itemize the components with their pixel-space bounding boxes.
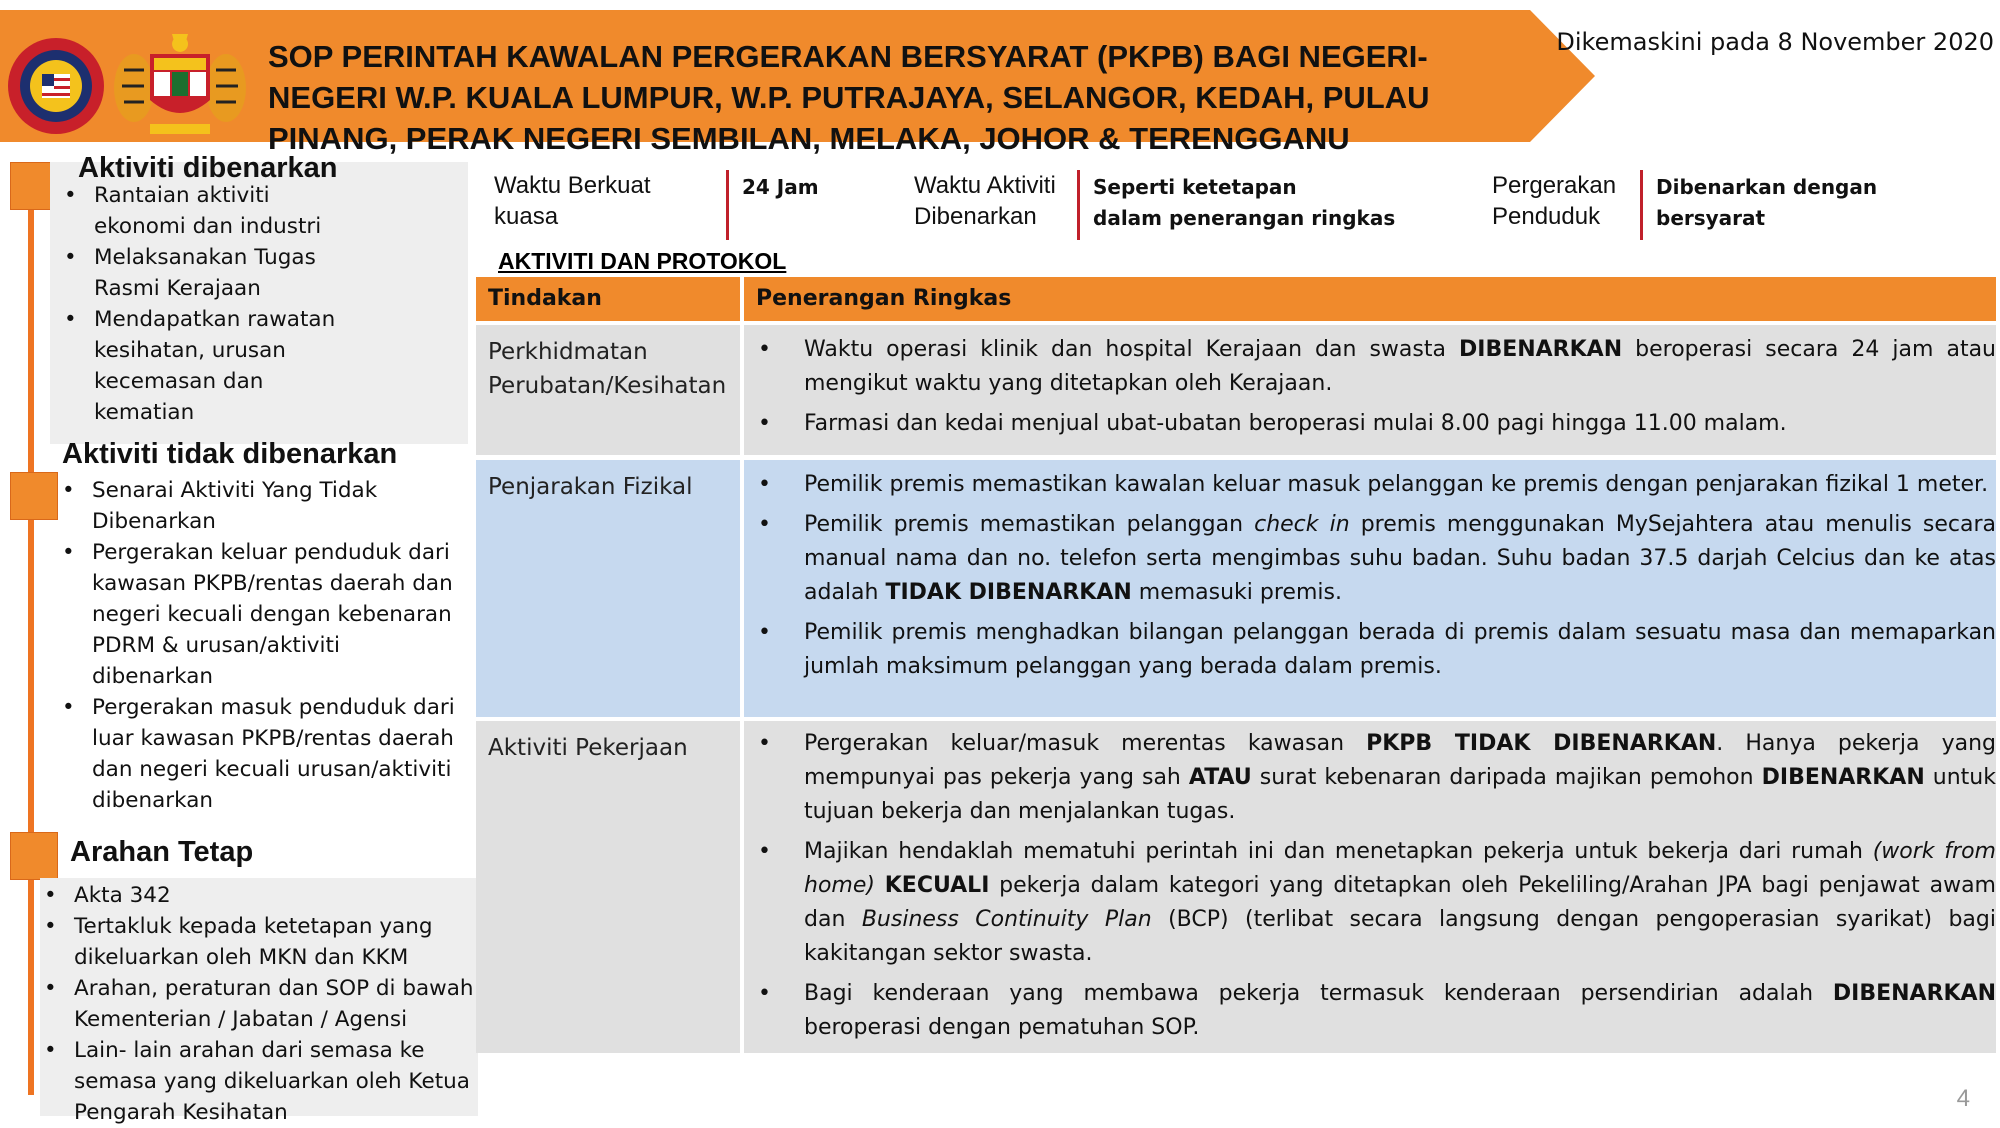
description-list [744, 721, 1996, 1045]
list-item: • Lain- lain arahan dari semasa ke semasa yang dikeluarkan oleh Ketua Pengarah Kesihatan [38, 1035, 478, 1128]
table-row-action: Perkhidmatan Perubatan/Kesihatan [476, 325, 740, 455]
list-item: • Arahan, peraturan dan SOP di bawah Kementerian / Jabatan / Agensi [38, 973, 478, 1035]
list-item: • Pemilik premis memastikan kawalan keluar masuk pelanggan ke premis dengan penjarakan fizikal 1 meter. [744, 468, 1996, 502]
table-header-description [744, 277, 1996, 321]
header-banner [0, 10, 1595, 156]
list-item: • Pemilik premis menghadkan bilangan pelanggan berada di premis dalam sesuatu masa dan memaparkan jumlah maksimum pelanggan yang berada dalam premis. [744, 616, 1996, 684]
coat-of-arms-logo [110, 30, 250, 142]
list-item: • Mendapatkan rawatan kesihatan, urusan kecemasan dan kematian [58, 304, 348, 428]
table-row-description [744, 721, 1996, 1053]
timeline-marker [10, 832, 58, 880]
divider [726, 170, 729, 240]
standing-orders-list [38, 880, 478, 1128]
list-item: • Melaksanakan Tugas Rasmi Kerajaan [58, 242, 348, 304]
movement-label: Pergerakan Penduduk [1492, 172, 1617, 230]
page-title: SOP PERINTAH KAWALAN PERGERAKAN BERSYARAT (PKPB) BAGI NEGERI- NEGERI W.P. KUALA LUMPUR, W.P. PUTRAJAYA, SELANGOR, KEDAH, PULAU PINANG, PERAK NEGERI SEMBILAN, MELAKA, JOHOR & TERENGGANU [268, 39, 1430, 156]
timeline-rail [28, 170, 34, 1095]
allowed-activities-list [58, 180, 348, 428]
activity-time-value: Seperti ketetapan dalam penerangan ringkas [1093, 175, 1396, 230]
page-number: 4 [1956, 1085, 1970, 1112]
section-heading: AKTIVITI DAN PROTOKOL [498, 248, 787, 274]
list-item: • Waktu operasi klinik dan hospital Kerajaan dan swasta DIBENARKAN beroperasi secara 24 jam atau mengikut waktu yang ditetapkan oleh Kerajaan. [744, 333, 1996, 401]
updated-date: Dikemaskini pada 8 November 2020 [1556, 28, 1994, 56]
movement-value: Dibenarkan dengan bersyarat [1656, 175, 1878, 230]
column-header: Penerangan Ringkas [756, 286, 1012, 311]
description-list [744, 325, 1996, 441]
list-item: • Pergerakan keluar penduduk dari kawasan PKPB/rentas daerah dan negeri kecuali dengan kebenaran PDRM & urusan/aktiviti dibenarkan [56, 537, 466, 692]
allowed-activities-title: Aktiviti dibenarkan [78, 152, 338, 184]
disallowed-activities-title: Aktiviti tidak dibenarkan [62, 438, 398, 470]
effective-time-label: Waktu Berkuat kuasa [494, 172, 651, 230]
effective-time-value: 24 Jam [742, 175, 819, 199]
list-item: • Senarai Aktiviti Yang Tidak Dibenarkan [56, 475, 466, 537]
list-item: • Pergerakan masuk penduduk dari luar kawasan PKPB/rentas daerah dan negeri kecuali urusan/aktiviti dibenarkan [56, 692, 466, 816]
list-item: • Akta 342 [38, 880, 478, 911]
disallowed-activities-list [56, 475, 466, 816]
description-list [744, 460, 1996, 684]
list-item: • Bagi kenderaan yang membawa pekerja termasuk kenderaan persendirian adalah DIBENARKAN beroperasi dengan pematuhan SOP. [744, 977, 1996, 1045]
list-item: • Pergerakan keluar/masuk merentas kawasan PKPB TIDAK DIBENARKAN. Hanya pekerja yang mempunyai pas pekerja yang sah ATAU surat kebenaran daripada majikan pemohon DIBENARKAN untuk tujuan bekerja dan menjalankan tugas. [744, 727, 1996, 829]
list-item: • Rantaian aktiviti ekonomi dan industri [58, 180, 348, 242]
divider [1077, 170, 1080, 240]
activity-time-label: Waktu Aktiviti Dibenarkan [914, 172, 1056, 230]
table-row-action: Penjarakan Fizikal [476, 460, 740, 717]
standing-orders-title: Arahan Tetap [70, 836, 254, 868]
mkn-emblem-logo [6, 36, 106, 136]
list-item: • Majikan hendaklah mematuhi perintah ini dan menetapkan pekerja untuk bekerja dari rumah (work from home) KECUALI pekerja dalam kategori yang ditetapkan oleh Pekeliling/Arahan JPA bagi penjawat awam dan Business Continuity Plan (BCP) (terlibat secara langsung dengan pengoperasian syarikat) bagi kakitangan sektor swasta. [744, 835, 1996, 971]
list-item: • Farmasi dan kedai menjual ubat-ubatan beroperasi mulai 8.00 pagi hingga 11.00 malam. [744, 407, 1996, 441]
divider [1640, 170, 1643, 240]
timeline-marker [10, 472, 58, 520]
table-row-description [744, 460, 1996, 717]
list-item: • Tertakluk kepada ketetapan yang dikeluarkan oleh MKN dan KKM [38, 911, 478, 973]
table-row-action: Aktiviti Pekerjaan [476, 721, 740, 1053]
table-header-action [476, 277, 740, 321]
column-header: Tindakan [488, 286, 602, 311]
list-item: • Pemilik premis memastikan pelanggan check in premis menggunakan MySejahtera atau menulis secara manual nama dan no. telefon serta mengimbas suhu badan. Suhu badan 37.5 darjah Celcius dan ke atas adalah TIDAK DIBENARKAN memasuki premis. [744, 508, 1996, 610]
table-row-description [744, 325, 1996, 455]
